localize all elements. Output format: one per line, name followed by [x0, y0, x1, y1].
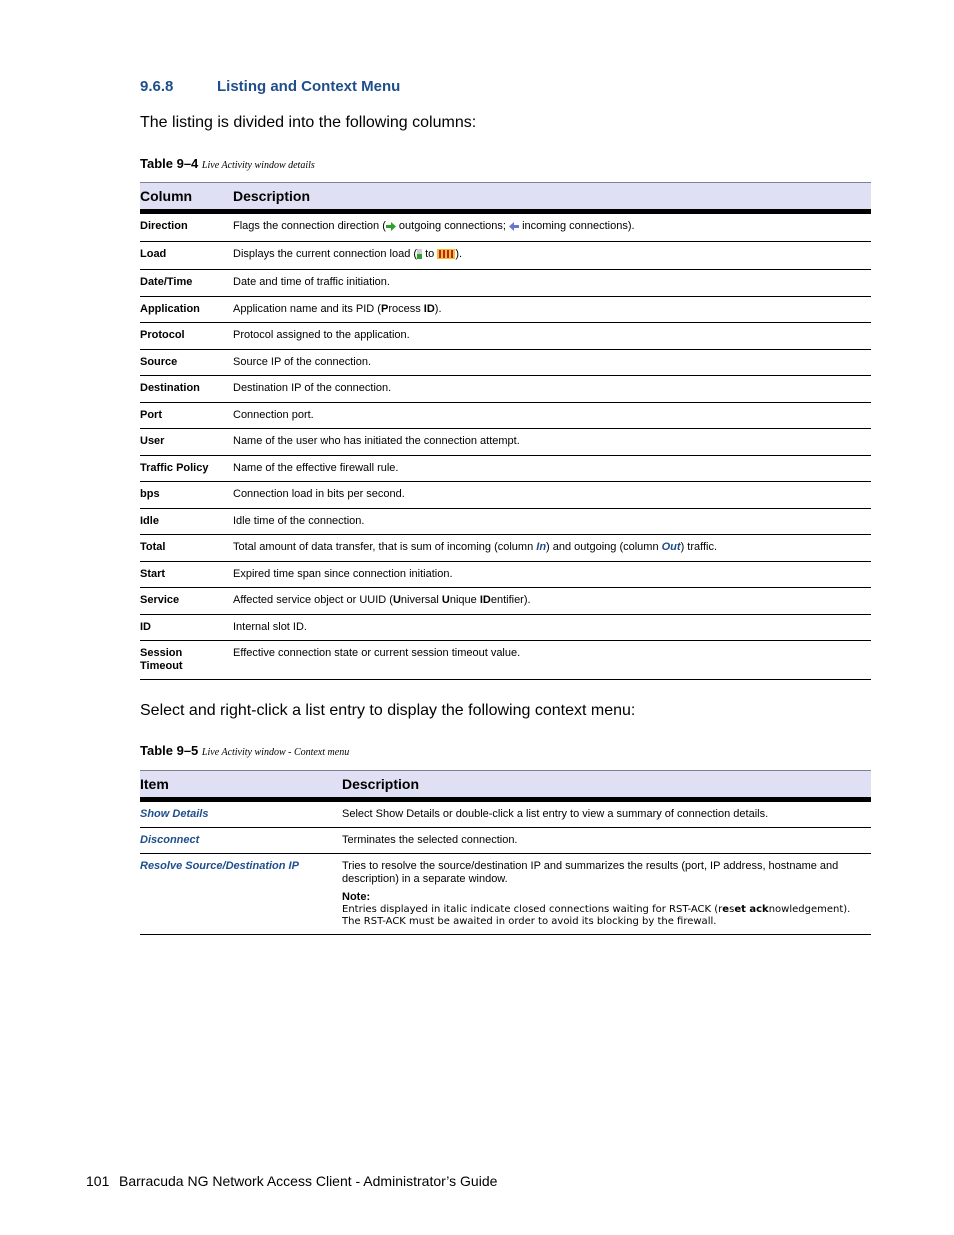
row-label: ID: [140, 615, 233, 641]
table-caption-9-5: [140, 743, 349, 758]
table-row: [140, 429, 871, 456]
row-description: Source IP of the connection.: [233, 350, 871, 376]
row-description: Terminates the selected connection.: [342, 828, 871, 854]
row-label: Port: [140, 403, 233, 429]
intro-text-context-menu: Select and right-click a list entry to display the following context menu:: [140, 702, 636, 719]
row-label: Traffic Policy: [140, 456, 233, 482]
table-row: [140, 828, 871, 854]
row-label: Total: [140, 535, 233, 562]
header-description: Description: [233, 183, 871, 212]
row-label: Protocol: [140, 323, 233, 350]
incoming-arrow-icon: [509, 222, 519, 235]
table-row: [140, 403, 871, 429]
row-label: User: [140, 429, 233, 456]
resolve-ip-link[interactable]: Resolve Source/Destination IP: [140, 860, 299, 872]
table-row: [140, 562, 871, 588]
caption-label: Table 9–4: [140, 156, 199, 171]
table-row: [140, 854, 871, 935]
table-row: [140, 588, 871, 615]
row-description: Flags the connection direction ( outgoing connections; incoming connections).: [233, 212, 871, 242]
header-column: Column: [140, 183, 233, 212]
row-description: Name of the user who has initiated the connection attempt.: [233, 429, 871, 456]
columns-table: [140, 182, 871, 680]
out-column-link[interactable]: Out: [661, 541, 681, 553]
table-row: [140, 482, 871, 509]
page-footer: [86, 1173, 497, 1189]
row-label: Source: [140, 350, 233, 376]
row-label: [140, 828, 342, 854]
show-details-link[interactable]: Show Details: [140, 808, 209, 820]
table-row: [140, 641, 871, 680]
row-label: Start: [140, 562, 233, 588]
page-number: 101: [86, 1173, 110, 1189]
context-menu-table: [140, 770, 871, 935]
row-description: [342, 854, 871, 935]
row-description: Expired time span since connection initiation.: [233, 562, 871, 588]
row-label: Session Timeout: [140, 641, 233, 680]
section-number: 9.6.8: [140, 78, 174, 95]
in-column-link[interactable]: In: [536, 541, 547, 553]
caption-text: Live Activity window details: [201, 160, 315, 171]
row-description: Name of the effective firewall rule.: [233, 456, 871, 482]
table-row: [140, 323, 871, 350]
table-header-row: [140, 771, 871, 800]
resolve-description: Tries to resolve the source/destination IP and summarizes the results (port, IP address, hostname and description) in a separate window.: [342, 860, 839, 885]
row-label: Application: [140, 297, 233, 323]
row-label: [140, 800, 342, 828]
document-title: Barracuda NG Network Access Client - Administrator’s Guide: [119, 1173, 498, 1189]
note-label: Note:: [342, 891, 371, 903]
header-description: Description: [342, 771, 871, 800]
row-label: Service: [140, 588, 233, 615]
high-load-bar-icon: [437, 249, 455, 263]
section-title: Listing and Context Menu: [217, 78, 401, 95]
row-description: Total amount of data transfer, that is sum of incoming (column In) and outgoing (column Out) traffic.: [233, 535, 871, 562]
row-label: Destination: [140, 376, 233, 403]
table-row: [140, 376, 871, 403]
row-description: Destination IP of the connection.: [233, 376, 871, 403]
row-description: Application name and its PID (Process ID).: [233, 297, 871, 323]
table-row: [140, 456, 871, 482]
table-header-row: [140, 183, 871, 212]
table-row: [140, 509, 871, 535]
row-description: Displays the current connection load ( to ).: [233, 242, 871, 270]
section-heading: [140, 78, 400, 95]
table-row: [140, 212, 871, 242]
table-caption-9-4: [140, 156, 315, 171]
caption-text: Live Activity window - Context menu: [201, 747, 350, 758]
row-description: Internal slot ID.: [233, 615, 871, 641]
row-label: Direction: [140, 212, 233, 242]
row-description: Connection port.: [233, 403, 871, 429]
table-row: [140, 535, 871, 562]
row-description: Affected service object or UUID (Universal Unique IDentifier).: [233, 588, 871, 615]
row-label: Date/Time: [140, 270, 233, 297]
table-row: [140, 270, 871, 297]
row-label: Load: [140, 242, 233, 270]
table-row: [140, 242, 871, 270]
table-row: [140, 615, 871, 641]
row-label: bps: [140, 482, 233, 509]
table-row: [140, 297, 871, 323]
note-text: Entries displayed in italic indicate closed connections waiting for RST-ACK (reset acknowledgement). The RST-ACK must be awaited in order to avoid its blocking by the firewall.: [342, 904, 851, 927]
row-description: Effective connection state or current session timeout value.: [233, 641, 871, 680]
row-description: Idle time of the connection.: [233, 509, 871, 535]
row-description: Date and time of traffic initiation.: [233, 270, 871, 297]
intro-text-columns: The listing is divided into the following columns:: [140, 114, 477, 131]
header-item: Item: [140, 771, 342, 800]
row-label: [140, 854, 342, 935]
row-description: Select Show Details or double-click a list entry to view a summary of connection details.: [342, 800, 871, 828]
row-description: Protocol assigned to the application.: [233, 323, 871, 350]
table-row: [140, 350, 871, 376]
disconnect-link[interactable]: Disconnect: [140, 834, 200, 846]
caption-label: Table 9–5: [140, 743, 199, 758]
row-label: Idle: [140, 509, 233, 535]
row-description: Connection load in bits per second.: [233, 482, 871, 509]
table-row: [140, 800, 871, 828]
outgoing-arrow-icon: [386, 222, 396, 235]
